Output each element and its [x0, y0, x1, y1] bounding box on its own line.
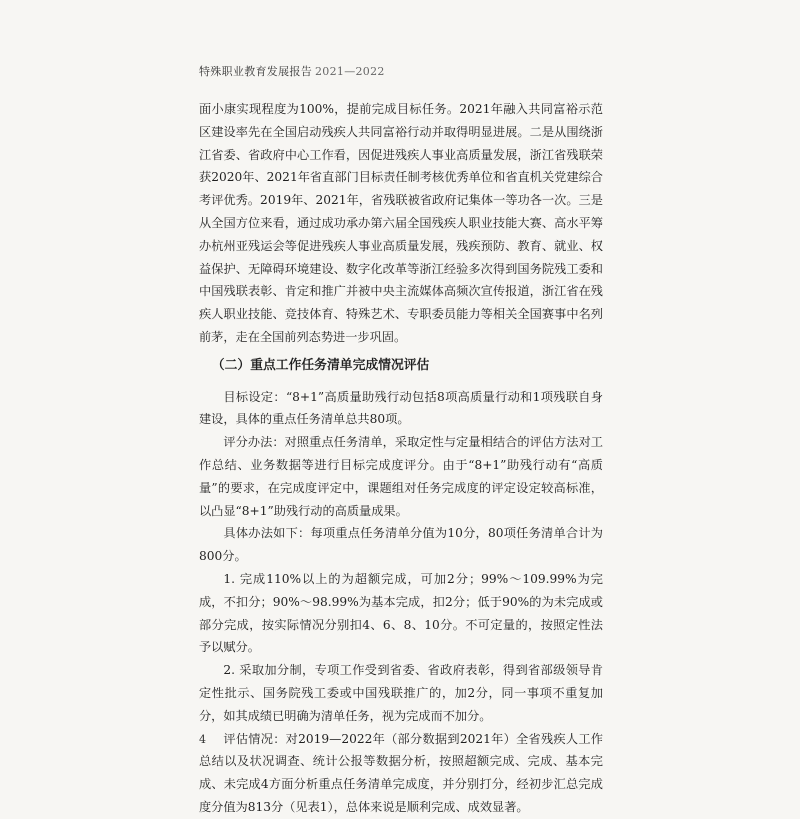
paragraph-assessment: 评估情况：对2019—2022年（部分数据到2021年）全省残疾人工作总结以及状况调查、统计公报等数据分析，按照超额完成、完成、基本完成、未完成4方面分析重点任务清单完成度，并分别打分，经初步汇总完成度分值为813分（见表1），总体来说是顺利完成、成效显著。: [199, 731, 603, 814]
paragraph-intro: 面小康实现程度为100%，提前完成目标任务。2021年融入共同富裕示范区建设率先在全国启动残疾人共同富裕行动并取得明显进展。二是从围绕浙江省委、省政府中心工作看，因促进残疾人事业高质量发展，浙江省残联荣获2020年、2021年省直部门目标责任制考核优秀单位和省直机关党建综合考评优秀。2019年、2021年，省残联被省政府记集体一等功各一次。三是从全国方位来看，通过成功承办第六届全国残疾人职业技能大赛、高水平筹办杭州亚残运会等促进残疾人事业高质量发展，残疾预防、教育、就业、权益保护、无障碍环境建设、数字化改革等浙江经验多次得到国务院残工委和中国残联表彰、肯定和推广并被中央主流媒体高频次宣传报道，浙江省在残疾人职业技能、竞技体育、特殊艺术、专职委员能力等相关全国赛事中名列前茅，走在全国前列态势进一步巩固。: [199, 102, 603, 344]
paragraph-method: 评分办法：对照重点任务清单，采取定性与定量相结合的评估方法对工作总结、业务数据等进行目标完成度评分。由于“8+1”助残行动有“高质量”的要求，在完成度评定中，课题组对任务完成度的评定设定较高标准，以凸显“8+1”助残行动的高质量成果。: [199, 435, 603, 518]
body-text: [199, 98, 603, 819]
paragraph-rule-2: 2. 采取加分制，专项工作受到省委、省政府表彰，得到省部级领导肯定性批示、国务院残工委或中国残联推广的，加2分，同一事项不重复加分，如其成绩已明确为清单任务，视为完成而不加分。: [199, 663, 603, 723]
paragraph-goal: 目标设定：“8+1”高质量助残行动包括8项高质量行动和1项残联自身建设，具体的重点任务清单总共80项。: [199, 389, 603, 427]
page-number: 4: [199, 733, 206, 746]
paragraph-rule-1: 1. 完成110%以上的为超额完成，可加2分；99%～109.99%为完成，不扣分；90%～98.99%为基本完成，扣2分；低于90%的为未完成或部分完成，按实际情况分别扣4、6、8、10分。不可定量的，按照定性法予以赋分。: [199, 571, 603, 655]
running-header: [199, 63, 385, 79]
section-heading: （二）重点工作任务清单完成情况评估: [211, 357, 430, 373]
book-title: 特殊职业教育发展报告: [199, 65, 312, 78]
paragraph-specific: 具体办法如下：每项重点任务清单分值为10分，80项任务清单合计为800分。: [199, 526, 603, 564]
year-range: 2021—2022: [315, 65, 385, 78]
